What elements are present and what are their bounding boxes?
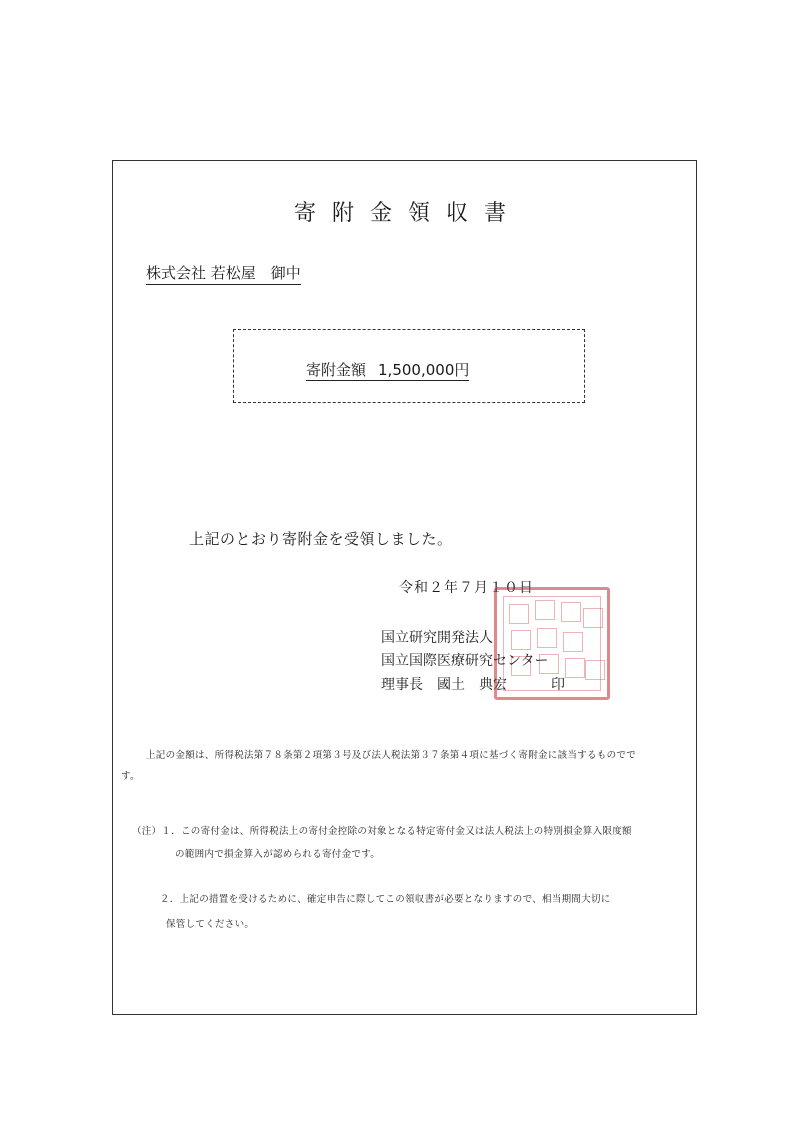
- footnote-2-line1: ２．上記の措置を受けるために、確定申告に際してこの領収書が必要となりますので、相当期間大切に: [160, 894, 611, 905]
- issuer-role: 理事長: [381, 677, 423, 693]
- seal-glyph-cell: [511, 630, 531, 650]
- legal-basis-note-line1: 上記の金額は、所得税法第７８条第２項第３号及び法人税法第３７条第４項に基づく寄附金に該当するものでで: [146, 750, 637, 761]
- seal-glyph-cell: [537, 628, 557, 648]
- donation-amount: [306, 359, 469, 381]
- amount-label: 寄附金額: [306, 361, 367, 379]
- seal-glyph-cell: [563, 632, 583, 652]
- seal-glyph-cell: [561, 602, 581, 622]
- seal-glyph-cell: [535, 600, 555, 620]
- seal-mark: 印: [551, 677, 565, 693]
- document-title: 寄附金領収書: [293, 201, 522, 226]
- seal-glyph-cell: [585, 660, 605, 680]
- issuer-name: 國土 典宏: [437, 677, 507, 693]
- footnote-2-line2: 保管してください。: [166, 919, 255, 930]
- amount-value: 1,500,000円: [378, 361, 470, 379]
- received-statement: 上記のとおり寄附金を受領しました。: [189, 530, 453, 548]
- issue-date: 令和２年７月１０日: [399, 580, 534, 596]
- issuer-organization-type: 国立研究開発法人: [381, 630, 493, 646]
- seal-glyph-cell: [565, 658, 585, 678]
- issuer-organization-name: 国立国際医療研究センター: [381, 653, 549, 669]
- recipient-name: 株式会社 若松屋 御中: [146, 262, 301, 285]
- seal-glyph-cell: [509, 604, 529, 624]
- amount-box: [233, 329, 585, 403]
- legal-basis-note-line2: す。: [121, 771, 140, 782]
- footnote-1-line2: の範囲内で損金算入が認められる寄付金です。: [175, 849, 381, 860]
- issuer-representative: [381, 674, 565, 694]
- footnote-1-line1: （注）１．この寄付金は、所得税法上の寄付金控除の対象となる特定寄付金又は法人税法上の特別損金算入限度額: [132, 826, 632, 837]
- seal-glyph-cell: [583, 608, 603, 628]
